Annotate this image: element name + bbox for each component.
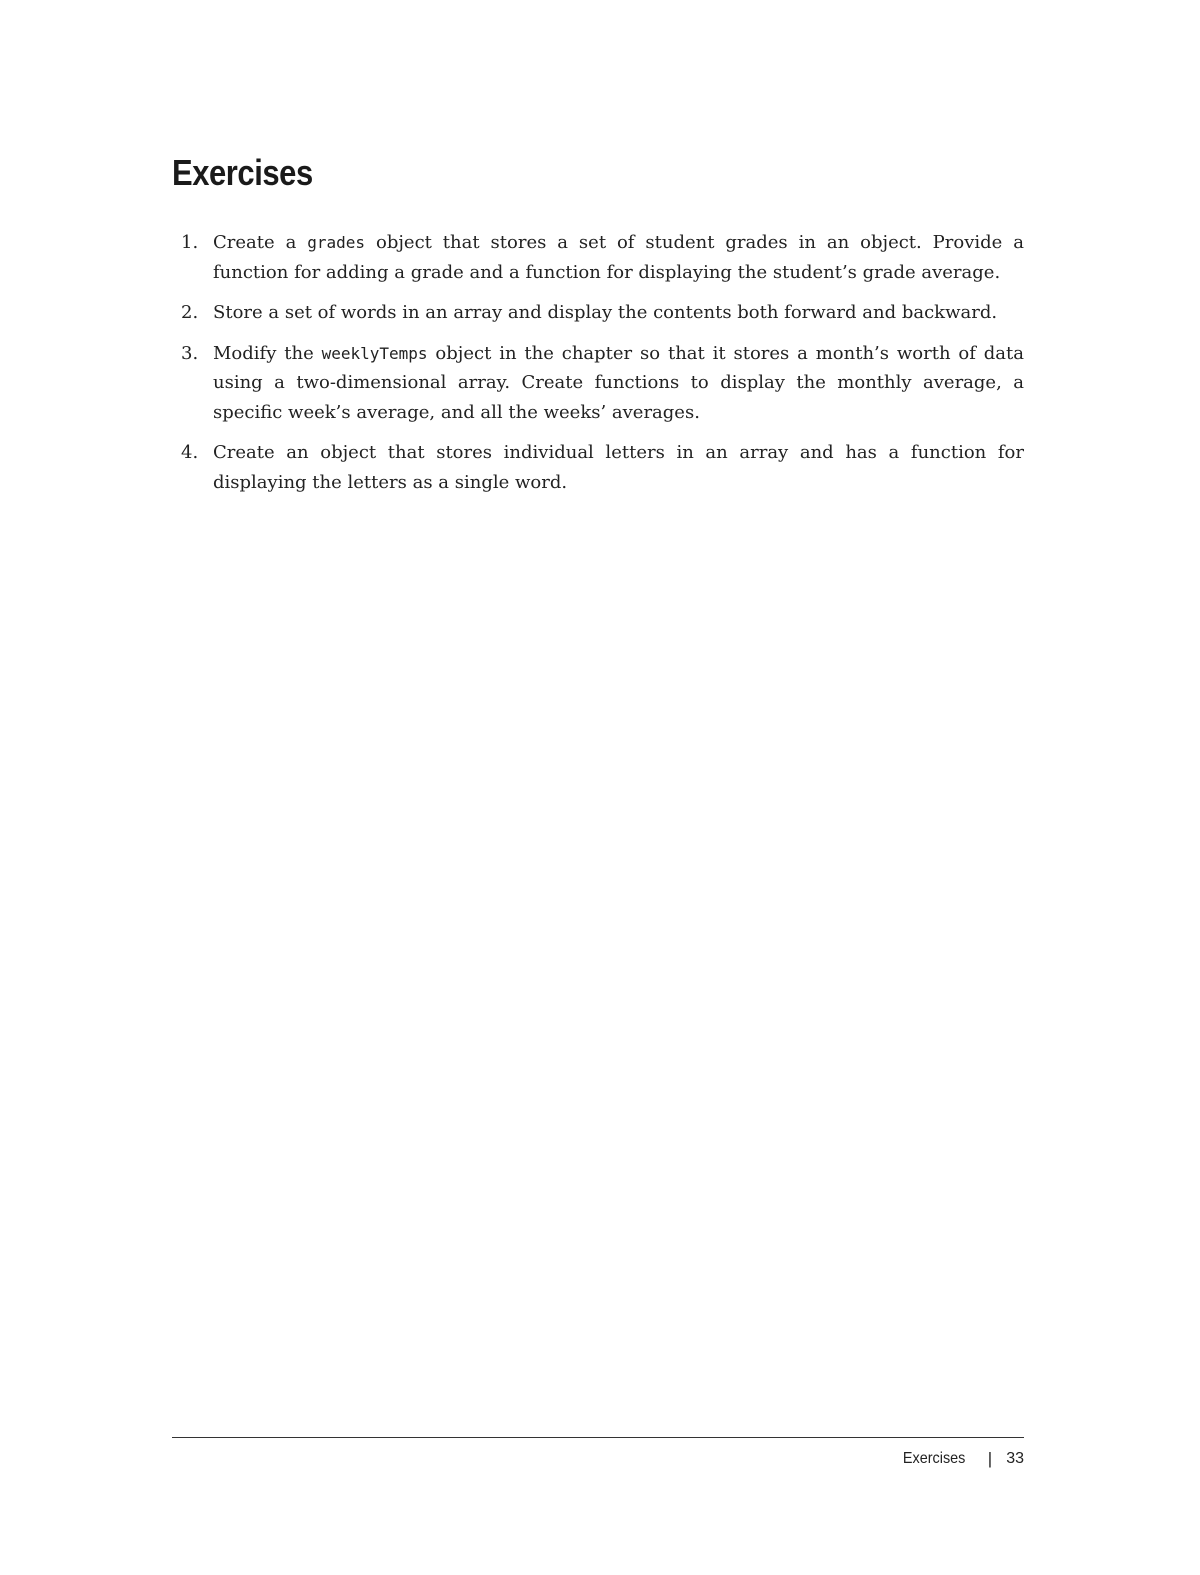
section-title: Exercises — [172, 152, 313, 193]
page-footer — [896, 1449, 1024, 1469]
exercise-number: 2. — [181, 302, 199, 323]
exercise-text: object in the chapter so that it stores a month’s worth of data using a two-dimensional array. Create functions to display the monthly average, a specific week’s average, and all the weeks’ averages. — [213, 342, 1024, 423]
exercise-text: Create an object that stores individual letters in an array and has a function for displaying the letters as a single word. — [213, 442, 1024, 493]
exercise-item-2 — [172, 298, 1024, 328]
code-term: grades — [307, 233, 366, 252]
page-number: 33 — [1006, 1450, 1024, 1467]
exercise-item-3 — [172, 339, 1024, 428]
exercise-number: 1. — [181, 232, 199, 253]
exercise-text: object that stores a set of student grades in an object. Provide a function for adding a grade and a function for displaying the student’s grade average. — [213, 232, 1024, 283]
exercise-item-4 — [172, 438, 1024, 497]
exercise-text: Store a set of words in an array and display the contents both forward and backward. — [213, 302, 998, 323]
exercise-list — [172, 228, 1024, 508]
exercise-number: 3. — [181, 342, 199, 364]
exercise-number: 4. — [181, 442, 199, 463]
exercise-text: Create a — [213, 232, 308, 253]
exercise-text: Modify the — [213, 342, 322, 364]
exercise-item-1 — [172, 228, 1024, 287]
footer-divider — [172, 1437, 1024, 1438]
code-term: weeklyTemps — [321, 343, 428, 363]
footer-separator: | — [987, 1449, 993, 1468]
footer-section-label: Exercises — [903, 1450, 966, 1467]
